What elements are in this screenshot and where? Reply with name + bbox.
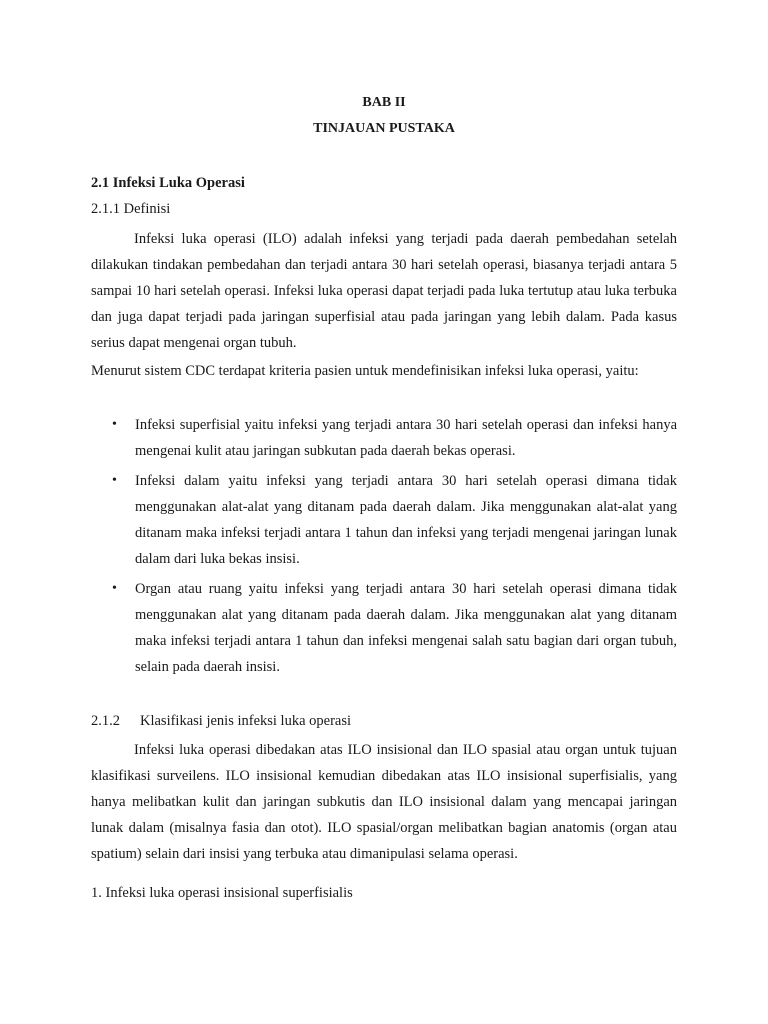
- section-title-2-1: 2.1 Infeksi Luka Operasi: [91, 175, 245, 191]
- chapter-title: TINJAUAN PUSTAKA: [313, 121, 455, 136]
- subsection-title-2-1-2: Klasifikasi jenis infeksi luka operasi: [140, 713, 352, 729]
- bullet-icon: •: [112, 473, 117, 488]
- bullet-icon: •: [112, 581, 117, 596]
- list-item-text: Infeksi superfisial yaitu infeksi yang terjadi antara 30 hari setelah operasi dan infeksi hanya mengenai kulit atau jaringan subkutan pada daerah bekas operasi.: [135, 417, 677, 459]
- numbered-item-1: 1. Infeksi luka operasi insisional superfisialis: [91, 885, 353, 901]
- classification-paragraph: Infeksi luka operasi dibedakan atas ILO insisional dan ILO spasial atau organ untuk tujuan klasifikasi surveilens. ILO insisional kemudian dibedakan atas ILO insisional superfisialis, yang hanya melibatkan kulit dan jaringan subkutis dan ILO insisional dalam yang mencapai jaringan lunak dalam (misalnya fasia dan otot). ILO spasial/organ melibatkan bagian anatomis (organ atau spatium) selain dari insisi yang terbuka atau dimanipulasi selama operasi.: [91, 742, 677, 862]
- subsection-number-2-1-2: 2.1.2: [91, 713, 120, 729]
- subsection-title-2-1-1: 2.1.1 Definisi: [91, 201, 171, 217]
- criteria-list: [91, 412, 677, 684]
- list-item: [91, 468, 677, 572]
- list-item-text: Infeksi dalam yaitu infeksi yang terjadi antara 30 hari setelah operasi dimana tidak menggunakan alat-alat yang ditanam pada daerah dalam. Jika menggunakan alat-alat yang ditanam maka infeksi terjadi antara 1 tahun dan infeksi yang terjadi mengenai jaringan lunak dalam dari luka bekas insisi.: [135, 473, 677, 567]
- cdc-criteria-paragraph: Menurut sistem CDC terdapat kriteria pasien untuk mendefinisikan infeksi luka operasi, yaitu:: [91, 363, 639, 379]
- chapter-label: BAB II: [362, 95, 406, 110]
- bullet-icon: •: [112, 417, 117, 432]
- list-item: [91, 412, 677, 464]
- list-item: [91, 576, 677, 680]
- definition-paragraph: Infeksi luka operasi (ILO) adalah infeksi yang terjadi pada daerah pembedahan setelah dilakukan tindakan pembedahan dan terjadi antara 30 hari setelah operasi, biasanya terjadi antara 5 sampai 10 hari setelah operasi. Infeksi luka operasi dapat terjadi pada luka tertutup atau luka terbuka dan juga dapat terjadi pada jaringan superfisial atau pada jaringan yang lebih dalam. Pada kasus serius dapat mengenai organ tubuh.: [91, 231, 677, 351]
- list-item-text: Organ atau ruang yaitu infeksi yang terjadi antara 30 hari setelah operasi dimana tidak menggunakan alat yang ditanam pada daerah dalam. Jika menggunakan alat yang ditanam maka infeksi terjadi antara 1 tahun dan infeksi mengenai salah satu bagian dari organ tubuh, selain pada daerah insisi.: [135, 581, 677, 675]
